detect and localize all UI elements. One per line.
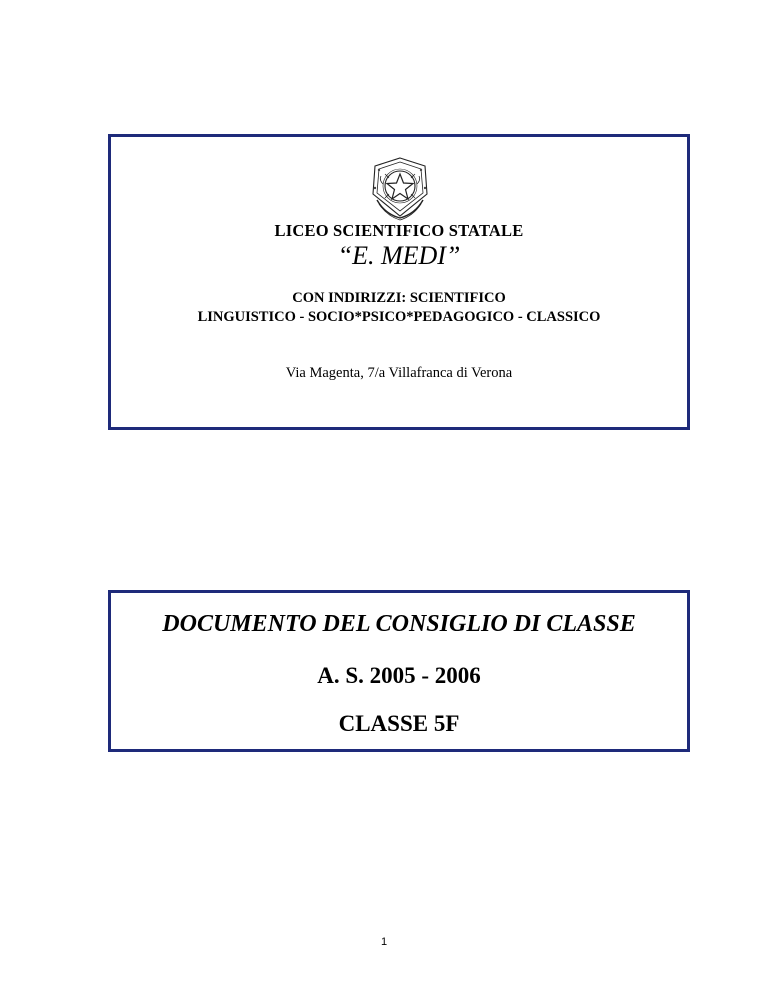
italian-republic-emblem-icon — [365, 154, 435, 222]
document-title-box — [108, 590, 690, 752]
curricula-line-1: CON INDIRIZZI: SCIENTIFICO — [292, 290, 506, 306]
curricula-line-2: LINGUISTICO - SOCIO*PSICO*PEDAGOGICO - CLASSICO — [197, 309, 601, 325]
page-number: 1 — [380, 936, 388, 948]
school-name: “E. MEDI” — [337, 241, 461, 270]
school-address: Via Magenta, 7/a Villafranca di Verona — [285, 365, 513, 381]
school-year: A. S. 2005 - 2006 — [317, 663, 481, 688]
school-header-box — [108, 134, 690, 430]
class-label: CLASSE 5F — [338, 711, 460, 736]
document-title: DOCUMENTO DEL CONSIGLIO DI CLASSE — [162, 611, 636, 637]
school-type: LICEO SCIENTIFICO STATALE — [274, 221, 524, 240]
